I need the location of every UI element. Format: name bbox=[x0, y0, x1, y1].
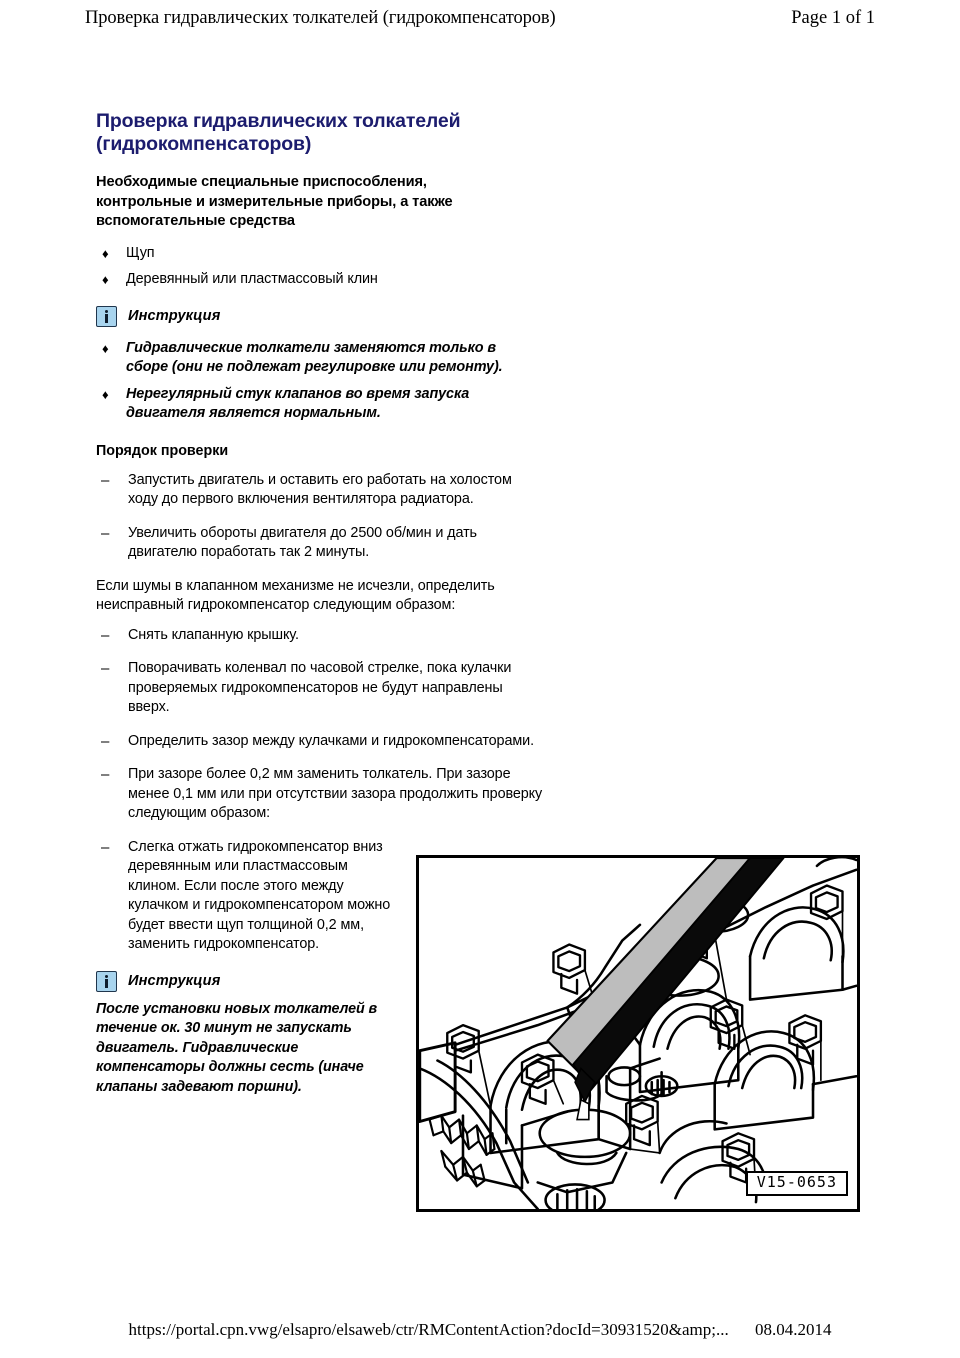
footer-url: https://portal.cpn.vwg/elsapro/elsaweb/ctr/RMContentAction?docId=30931520&amp;... bbox=[128, 1320, 729, 1339]
page-header-title: Проверка гидравлических толкателей (гидрокомпенсаторов) bbox=[85, 8, 556, 28]
list-item-text: Нерегулярный стук клапанов во время запуска двигателя является нормальным. bbox=[126, 385, 470, 421]
dash-bullet-icon: – bbox=[101, 524, 110, 542]
list-item bbox=[96, 471, 543, 510]
note-header-1 bbox=[96, 306, 876, 327]
diamond-bullet-icon: ♦ bbox=[102, 272, 109, 287]
dash-bullet-icon: – bbox=[101, 732, 110, 750]
list-item bbox=[96, 524, 543, 563]
note-label: Инструкция bbox=[128, 308, 221, 324]
diamond-bullet-icon: ♦ bbox=[102, 245, 109, 261]
bottom-text-column bbox=[96, 838, 396, 1098]
info-icon bbox=[96, 971, 117, 992]
list-item-text: Гидравлические толкатели заменяются только в сборе (они не подлежат регулировке или ремонту). bbox=[126, 339, 503, 375]
procedure-list-1 bbox=[96, 471, 876, 563]
list-item-text: Деревянный или пластмассовый клин bbox=[126, 271, 378, 287]
info-icon-stem bbox=[105, 314, 108, 323]
list-item-text: При зазоре более 0,2 мм заменить толкатель. При зазоре менее 0,1 мм или при отсутствии зазора продолжить проверку следующим образом: bbox=[128, 766, 543, 821]
list-item bbox=[96, 838, 396, 955]
dash-bullet-icon: – bbox=[101, 838, 110, 856]
note-header-2 bbox=[96, 971, 396, 992]
list-item bbox=[96, 659, 543, 718]
note-1-list bbox=[96, 339, 876, 424]
tools-heading: Необходимые специальные приспособления, контрольные и измерительные приборы, а также вспомогательные средства bbox=[96, 174, 453, 229]
dash-bullet-icon: – bbox=[101, 471, 110, 489]
footer-date: 08.04.2014 bbox=[754, 1320, 832, 1339]
page-footer bbox=[0, 1320, 960, 1340]
list-item bbox=[96, 626, 543, 646]
list-item bbox=[96, 244, 546, 264]
dash-bullet-icon: – bbox=[101, 660, 110, 677]
list-item-text: Поворачивать коленвал по часовой стрелке, пока кулачки проверяемых гидрокомпенсаторов не будут направлены вверх. bbox=[128, 660, 512, 715]
dash-bullet-icon: – bbox=[101, 766, 110, 783]
list-item bbox=[96, 732, 543, 752]
note-body: После установки новых толкателей в течение ок. 30 минут не запускать двигатель. Гидравлические компенсаторы должны сесть (иначе клапаны задевают поршни). bbox=[96, 1000, 378, 1095]
page-title: Проверка гидравлических толкателей (гидрокомпенсаторов) bbox=[96, 110, 461, 155]
info-icon-dot bbox=[105, 310, 108, 313]
info-icon bbox=[96, 306, 117, 327]
list-item-text: Слегка отжать гидрокомпенсатор вниз деревянным или пластмассовым клином. Если после этого между кулачком и гидрокомпенсатором можно будет ввести щуп толщиной 0,2 мм, заменить гидрокомпенсатор. bbox=[128, 838, 391, 952]
list-item-text: Снять клапанную крышку. bbox=[128, 626, 299, 643]
paragraph-1: Если шумы в клапанном механизме не исчезли, определить неисправный гидрокомпенсатор следующим образом: bbox=[96, 577, 495, 613]
list-item-text: Увеличить обороты двигателя до 2500 об/мин и дать двигателю поработать так 2 минуты. bbox=[128, 524, 477, 560]
page-header bbox=[85, 8, 875, 34]
tools-list bbox=[96, 244, 876, 290]
list-item-text: Запустить двигатель и оставить его работать на холостом ходу до первого включения вентилятора радиатора. bbox=[128, 471, 512, 507]
note-label: Инструкция bbox=[128, 973, 221, 989]
dash-bullet-icon: – bbox=[101, 626, 110, 644]
figure-id-label: V15-0653 bbox=[746, 1171, 848, 1196]
page-number-label: Page 1 of 1 bbox=[791, 8, 875, 28]
list-item-text: Определить зазор между кулачками и гидрокомпенсаторами. bbox=[128, 732, 534, 749]
info-icon-stem bbox=[105, 979, 108, 988]
list-item bbox=[96, 765, 543, 824]
list-item-text: Щуп bbox=[126, 244, 155, 261]
list-item bbox=[96, 339, 531, 378]
list-item bbox=[96, 270, 546, 290]
figure-illustration bbox=[416, 855, 860, 1212]
list-item bbox=[96, 385, 531, 424]
cylinder-head-drawing bbox=[419, 858, 857, 1209]
procedure-list-3 bbox=[96, 838, 396, 955]
procedure-list-2 bbox=[96, 626, 876, 824]
procedure-heading: Порядок проверки bbox=[96, 442, 229, 459]
diamond-bullet-icon: ♦ bbox=[102, 340, 109, 356]
diamond-bullet-icon: ♦ bbox=[102, 386, 109, 402]
info-icon-dot bbox=[105, 975, 108, 978]
